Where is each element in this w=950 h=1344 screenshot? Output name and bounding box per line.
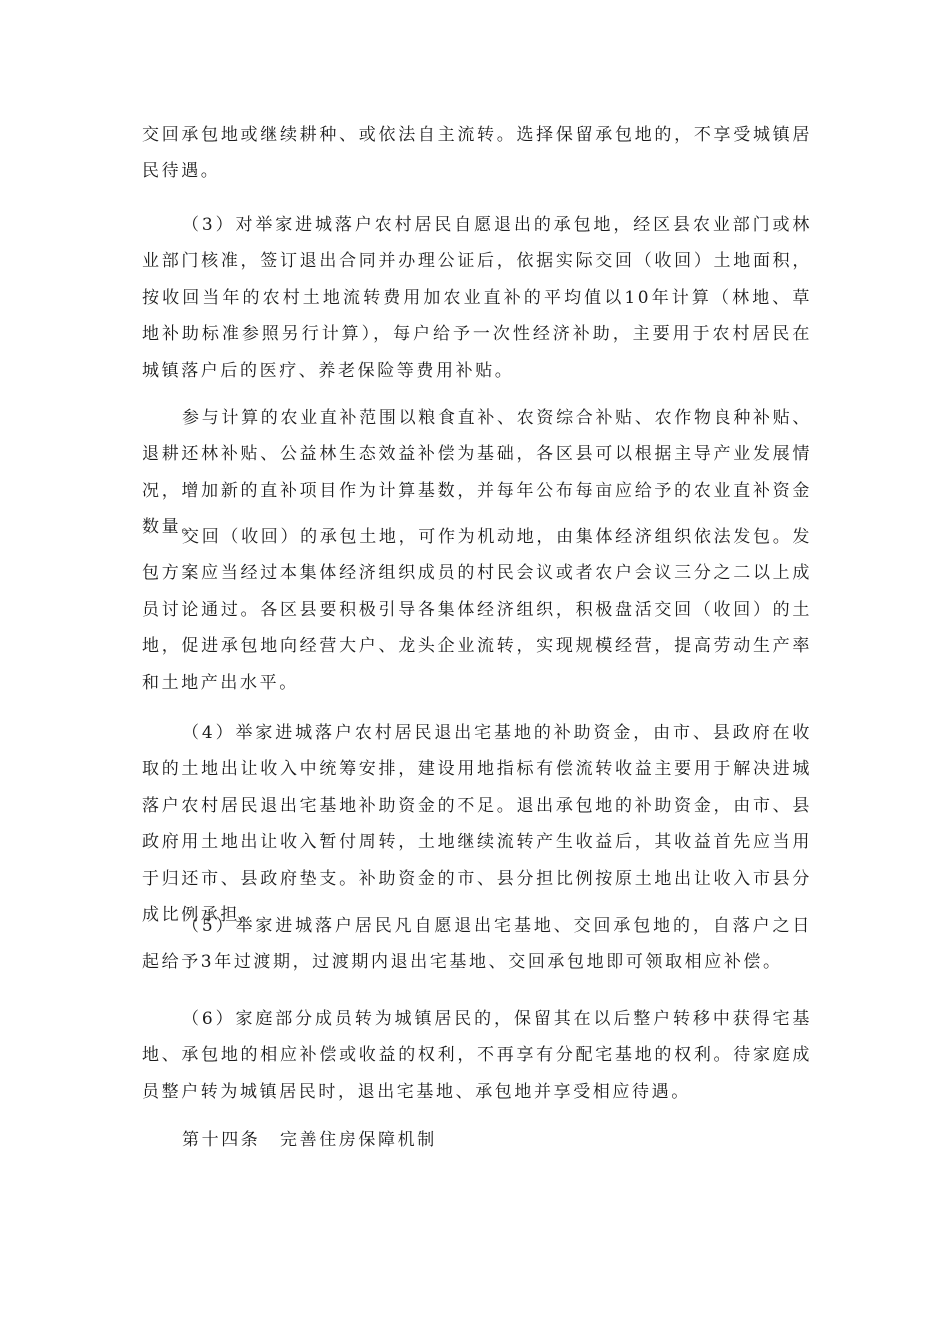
paragraph-item-6: （6）家庭部分成员转为城镇居民的，保留其在以后整户转移中获得宅基地、承包地的相应补偿或收益的权利，不再享有分配宅基地的权利。待家庭成员整户转为城镇居民时，退出宅基地、承包地并享受相应待遇。	[142, 1009, 812, 1102]
paragraph-item-4: （4）举家进城落户农村居民退出宅基地的补助资金，由市、县政府在收取的土地出让收入中统筹安排，建设用地指标有偿流转收益主要用于解决进城落户农村居民退出宅基地补助资金的不足。退出承包地的补助资金，由市、县政府用土地出让收入暂付周转，土地继续流转产生收益后，其收益首先应当用于归还市、县政府垫支。补助资金的市、县分担比例按原土地出让收入市县分成比例承担。	[142, 723, 812, 926]
paragraph-continuation: 交回承包地或继续耕种、或依法自主流转。选择保留承包地的，不享受城镇居民待遇。	[142, 125, 812, 182]
section-heading: 第十四条 完善住房保障机制	[182, 1130, 437, 1150]
paragraph-item-3: （3）对举家进城落户农村居民自愿退出的承包地，经区县农业部门或林业部门核准，签订退出合同并办理公证后，依据实际交回（收回）土地面积，按收回当年的农村土地流转费用加农业直补的平均值以10年计算（林地、草地补助标准参照另行计算），每户给予一次性经济补助，主要用于农村居民在城镇落户后的医疗、养老保险等费用补贴。	[142, 215, 812, 381]
paragraph-direct-subsidy: 参与计算的农业直补范围以粮食直补、农资综合补贴、农作物良种补贴、退耕还林补贴、公益林生态效益补偿为基础，各区县可以根据主导产业发展情况，增加新的直补项目作为计算基数，并每年公布每亩应给予的农业直补资金数量。	[142, 408, 812, 538]
paragraph-item-5: （5）举家进城落户居民凡自愿退出宅基地、交回承包地的，自落户之日起给予3年过渡期，过渡期内退出宅基地、交回承包地即可领取相应补偿。	[142, 916, 812, 973]
paragraph-returned-land: 交回（收回）的承包土地，可作为机动地，由集体经济组织依法发包。发包方案应当经过本集体经济组织成员的村民会议或者农户会议三分之二以上成员讨论通过。各区县要积极引导各集体经济组织，积极盘活交回（收回）的土地，促进承包地向经营大户、龙头企业流转，实现规模经营，提高劳动生产率和土地产出水平。	[142, 527, 812, 693]
